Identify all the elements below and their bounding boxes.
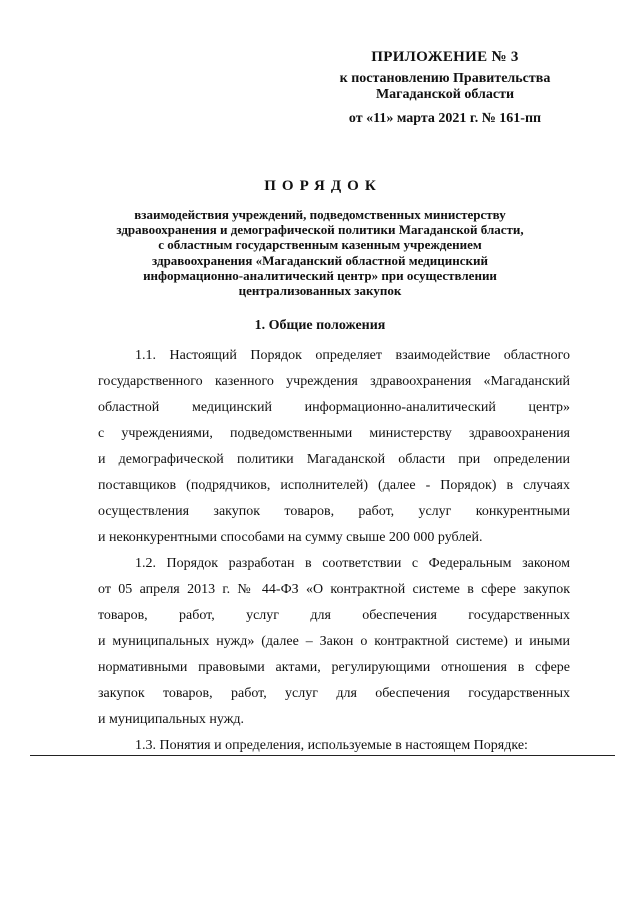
- document-subtitle: [100, 207, 540, 298]
- paragraph-line: 1.1. Настоящий Порядок определяет взаимодействие областного: [135, 348, 570, 363]
- page-divider: [30, 755, 615, 756]
- appendix-reference-line: Магаданской области: [375, 87, 515, 102]
- paragraph-line: и неконкурентными способами на сумму свыше 200 000 рублей.: [98, 530, 483, 545]
- section-heading: 1. Общие положения: [254, 318, 386, 333]
- subtitle-line: с областным государственным казенным учреждением: [158, 237, 482, 253]
- subtitle-line: взаимодействия учреждений, подведомственных министерству: [134, 207, 506, 222]
- subtitle-line: информационно-аналитический центр» при осуществлении: [143, 267, 497, 283]
- paragraph-line: и муниципальных нужд» (далее – Закон о контрактной системе) и иными: [98, 634, 570, 649]
- appendix-date: от «11» марта 2021 г. № 161-пп: [348, 111, 542, 126]
- document-title: ПОРЯДОК: [264, 178, 382, 194]
- paragraph-line: поставщиков (подрядчиков, исполнителей) (далее - Порядок) в случаях: [98, 478, 570, 493]
- paragraph-line: осуществления закупок товаров, работ, услуг конкурентными: [98, 504, 570, 519]
- paragraph-line: с учреждениями, подведомственными министерству здравоохранения: [98, 426, 570, 441]
- paragraph-line: и муниципальных нужд.: [98, 712, 245, 727]
- subtitle-line: здравоохранения «Магаданский областной медицинский: [152, 252, 488, 268]
- paragraph-line: закупок товаров, работ, услуг для обеспечения государственных: [98, 686, 570, 701]
- paragraph-line: 1.2. Порядок разработан в соответствии с Федеральным законом: [135, 556, 570, 571]
- paragraph-line: от 05 апреля 2013 г. № 44-ФЗ «О контрактной системе в сфере закупок: [98, 582, 570, 597]
- paragraph-line: нормативными правовыми актами, регулирующими отношения в сфере: [98, 660, 570, 675]
- appendix-reference-line: к постановлению Правительства: [339, 71, 551, 86]
- section-body: [98, 343, 570, 759]
- subtitle-line: здравоохранения и демографической политики Магаданской бласти,: [116, 222, 524, 238]
- paragraph-line: товаров, работ, услуг для обеспечения государственных: [98, 608, 570, 623]
- paragraph-line: государственного казенного учреждения здравоохранения «Магаданский: [98, 374, 570, 389]
- subtitle-line: централизованных закупок: [238, 283, 402, 299]
- appendix-title: ПРИЛОЖЕНИЕ № 3: [371, 49, 519, 65]
- paragraph-line: и демографической политики Магаданской области при определении: [98, 452, 570, 467]
- paragraph-line: 1.3. Понятия и определения, используемые в настоящем Порядке:: [135, 738, 528, 753]
- paragraph-line: областной медицинский информационно-аналитический центр»: [98, 400, 570, 415]
- appendix-reference: [320, 71, 570, 103]
